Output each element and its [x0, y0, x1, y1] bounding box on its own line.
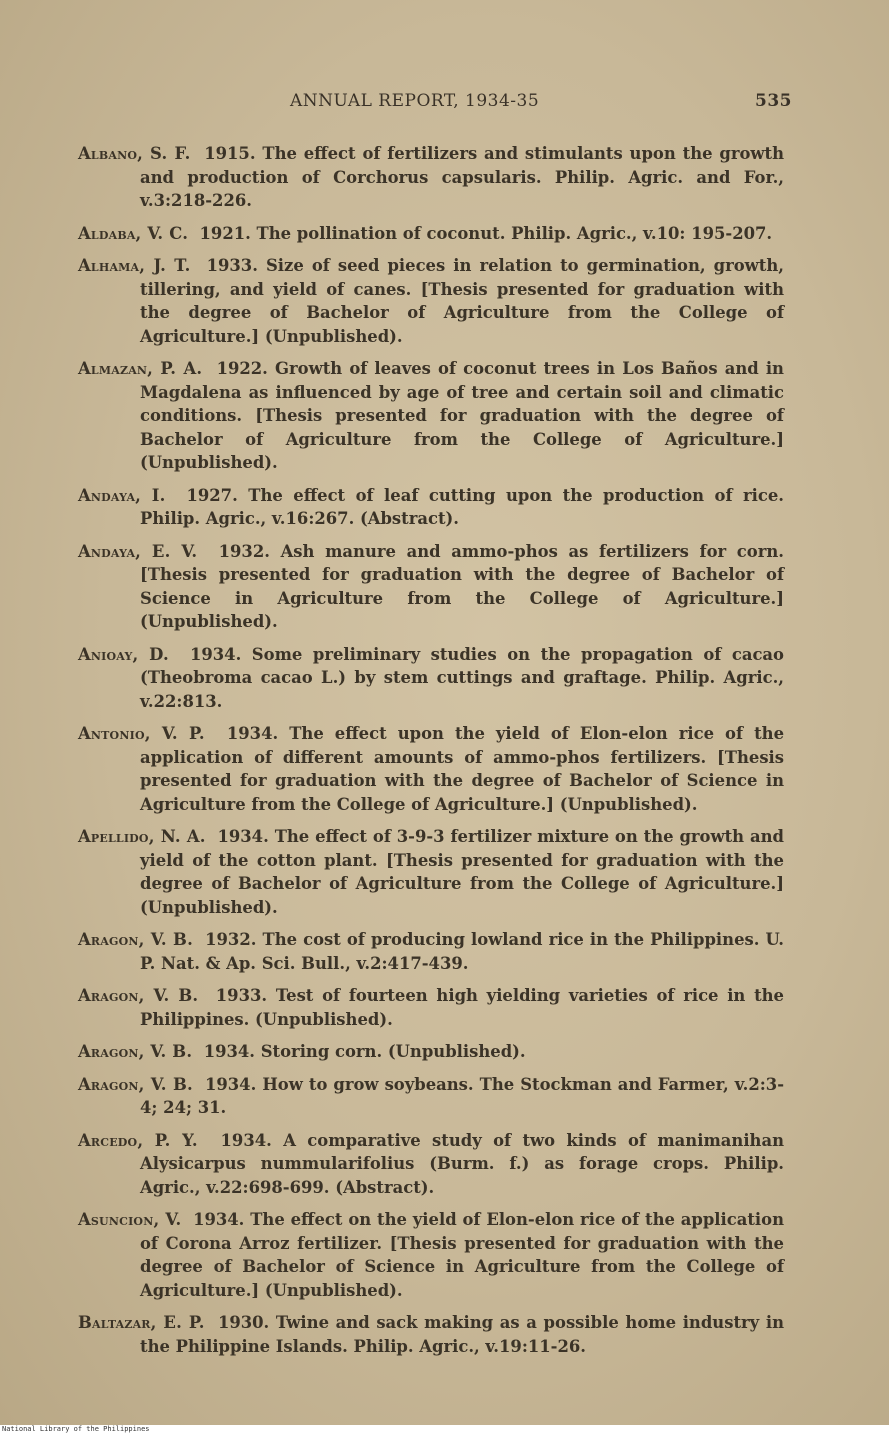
entry-text: 1934. The effect upon the yield of Elon-elon rice of the application of different amounts of ammo-phos fertilizers. [Thesis presented for graduation with the degree of Bachelor of Science in Agriculture from the College of Agriculture.] (Unpublished).	[140, 724, 784, 814]
entry-author: Aragon, V. B.	[78, 986, 199, 1005]
bibliography-entry	[78, 357, 784, 475]
entry-text: 1934. The effect on the yield of Elon-elon rice of the application of Corona Arroz fertilizer. [Thesis presented for graduation with the degree of Bachelor of Science in Agriculture from the College of Agriculture.] (Unpublished).	[140, 1210, 784, 1300]
entry-author: Asuncion, V.	[78, 1210, 182, 1229]
entry-text: 1932. Ash manure and ammo-phos as fertilizers for corn. [Thesis presented for graduation with the degree of Bachelor of Science in Agriculture from the College of Agriculture.] (Unpublished).	[140, 541, 784, 631]
bibliography-list	[78, 142, 784, 1367]
bibliography-entry	[78, 722, 784, 816]
entry-text: 1934. A comparative study of two kinds of manimanihan Alysicarpus nummularifolius (Burm. f.) as forage crops. Philip. Agric., v.22:698-699. (Abstract).	[140, 1130, 785, 1197]
running-title: ANNUAL REPORT, 1934-35	[290, 91, 540, 111]
bibliography-entry	[78, 1208, 784, 1302]
entry-text: 1927. The effect of leaf cutting upon the production of rice. Philip. Agric., v.16:267. (Abstract).	[140, 485, 784, 528]
entry-text: 1933. Test of fourteen high yielding varieties of rice in the Philippines. (Unpublished).	[140, 986, 784, 1029]
page-header	[0, 88, 889, 116]
bibliography-entry	[78, 484, 784, 531]
bibliography-entry	[78, 825, 784, 919]
entry-text: 1934. Storing corn. (Unpublished).	[203, 1042, 526, 1061]
bibliography-entry	[78, 984, 784, 1031]
bibliography-entry	[78, 540, 784, 634]
entry-text: 1933. Size of seed pieces in relation to germination, growth, tillering, and yield of canes. [Thesis presented for graduation with the degree of Bachelor of Agriculture from the College of Agriculture.] (Unpublished).	[140, 256, 784, 346]
entry-text: 1922. Growth of leaves of coconut trees in Los Baños and in Magdalena as influenced by age of tree and certain soil and climatic conditions. [Thesis presented for graduation with the degree of Bachelor of Agriculture from the College of Agriculture.] (Unpublished).	[140, 359, 784, 472]
entry-text: 1932. The cost of producing lowland rice in the Philippines. U. P. Nat. & Ap. Sci. Bull., v.2:417-439.	[140, 930, 784, 973]
entry-author: Almazan, P. A.	[78, 359, 203, 378]
entry-author: Baltazar, E. P.	[78, 1313, 205, 1332]
page-number: 535	[755, 91, 792, 111]
bibliography-entry	[78, 1311, 784, 1358]
bibliography-entry	[78, 928, 784, 975]
entry-text: 1915. The effect of fertilizers and stimulants upon the growth and production of Corchorus capsularis. Philip. Agric. and For., v.3:218-226.	[140, 144, 784, 210]
entry-text: 1934. How to grow soybeans. The Stockman and Farmer, v.2:3-4; 24; 31.	[140, 1074, 784, 1117]
bibliography-entry	[78, 254, 784, 348]
entry-author: Apellido, N. A.	[78, 827, 206, 846]
entry-text: 1921. The pollination of coconut. Philip. Agric., v.10: 195-207.	[199, 223, 773, 243]
entry-text: 1934. Some preliminary studies on the propagation of cacao (Theobroma cacao L.) by stem cuttings and graftage. Philip. Agric., v.22:813.	[140, 644, 784, 711]
bibliography-entry	[78, 142, 784, 213]
bibliography-entry	[78, 1073, 784, 1120]
entry-author: Andaya, I.	[78, 485, 166, 505]
bibliography-entry	[78, 643, 784, 714]
library-credit: National Library of the Philippines	[2, 1425, 150, 1433]
entry-author: Albano, S. F.	[78, 144, 191, 163]
entry-author: Anioay, D.	[78, 644, 169, 664]
bibliography-entry	[78, 222, 784, 246]
entry-author: Antonio, V. P.	[78, 724, 205, 743]
entry-author: Andaya, E. V.	[78, 541, 198, 561]
entry-author: Aragon, V. B.	[78, 1042, 193, 1061]
entry-author: Aragon, V. B.	[78, 1074, 193, 1094]
entry-text: 1930. Twine and sack making as a possible home industry in the Philippine Islands. Philip. Agric., v.19:11-26.	[140, 1313, 784, 1356]
entry-author: Aragon, V. B.	[78, 930, 193, 949]
entry-author: Alhama, J. T.	[78, 256, 191, 275]
bibliography-entry	[78, 1040, 784, 1064]
entry-text: 1934. The effect of 3-9-3 fertilizer mixture on the growth and yield of the cotton plant. [Thesis presented for graduation with the degree of Bachelor of Agriculture from the College of Agriculture.] (Unpublished).	[140, 827, 784, 917]
entry-author: Arcedo, P. Y.	[78, 1130, 198, 1150]
bibliography-entry	[78, 1129, 784, 1200]
entry-author: Aldaba, V. C.	[78, 223, 189, 243]
